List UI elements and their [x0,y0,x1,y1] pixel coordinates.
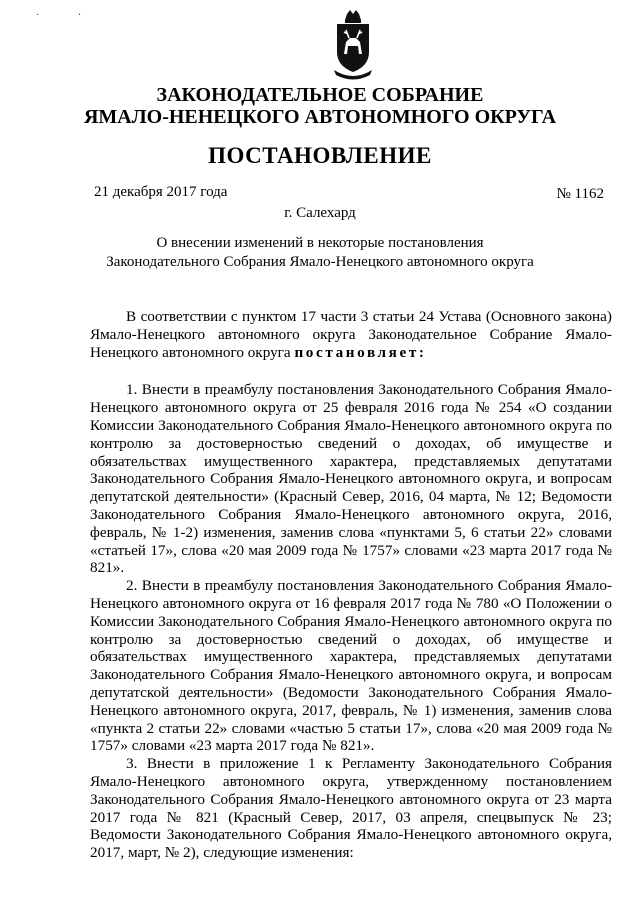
scan-artifact-dots: · · [36,10,100,21]
organization-name-line1: ЗАКОНОДАТЕЛЬНОЕ СОБРАНИЕ [156,84,484,106]
document-city: г. Салехард [284,205,356,221]
coat-of-arms-icon [330,8,376,82]
preamble-text: В соответствии с пунктом 17 части 3 статьи 24 Устава (Основного закона) Ямало-Ненецкого автономного округа Законодательное Собрание Ямало-Ненецкого автономного округа [90,308,612,361]
document-number: № 1162 [556,186,604,202]
item-paragraph-2: 2. Внести в преамбулу постановления Законодательного Собрания Ямало-Ненецкого автономного округа от 16 февраля 2017 года № 780 «О Положении о Комиссии Законодательного Собрания Ямало-Ненецкого автономного округа по контролю за достоверностью сведений о доходах, об имуществе и обязательствах имущественного характера, представляемых депутатами Законодательного Собрания Ямало-Ненецкого автономного округа, и вопросам депутатской деятельности» (Ведомости Законодательного Собрания Ямало-Ненецкого автономного округа, 2017, февраль, № 1) изменения, заменив слова «пункта 2 статьи 22» словами «частью 5 статьи 17», слова «20 мая 2009 года № 1757» словами «23 марта 2017 года № 821». [90,577,612,755]
subject-line1: О внесении изменений в некоторые постановления [156,235,484,251]
document-type-title: ПОСТАНОВЛЕНИЕ [208,143,432,168]
document-subject [0,234,640,272]
subject-line2: Законодательного Собрания Ямало-Ненецкого автономного округа [106,254,534,270]
decree-word: постановляет: [294,343,427,361]
preamble-paragraph [90,308,612,361]
item-paragraph-1: 1. Внести в преамбулу постановления Законодательного Собрания Ямало-Ненецкого автономного округа от 25 февраля 2016 года № 254 «О создании Комиссии Законодательного Собрания Ямало-Ненецкого автономного округа по контролю за достоверностью сведений о доходах, об имуществе и обязательствах имущественного характера, представляемых депутатами Законодательного Собрания Ямало-Ненецкого автономного округа, и вопросам депутатской деятельности» (Красный Север, 2016, 04 марта, № 12; Ведомости Законодательного Собрания Ямало-Ненецкого автономного округа, 2016, февраль, № 1-2) изменения, заменив слова «пунктами 5, 6 статьи 22» словами «статьей 17», слова «20 мая 2009 года № 1757» словами «23 марта 2017 года № 821». [90,381,612,577]
organization-name-line2: ЯМАЛО-НЕНЕЦКОГО АВТОНОМНОГО ОКРУГА [83,106,557,128]
document-body [90,308,612,862]
document-date: 21 декабря 2017 года [94,184,228,200]
item-paragraph-3: 3. Внести в приложение 1 к Регламенту Законодательного Собрания Ямало-Ненецкого автономного округа, утвержденному постановлением Законодательного Собрания Ямало-Ненецкого автономного округа от 23 марта 2017 года № 821 (Красный Север, 2017, 03 апреля, спецвыпуск № 23; Ведомости Законодательного Собрания Ямало-Ненецкого автономного округа, 2017, март, № 2), следующие изменения: [90,755,612,862]
